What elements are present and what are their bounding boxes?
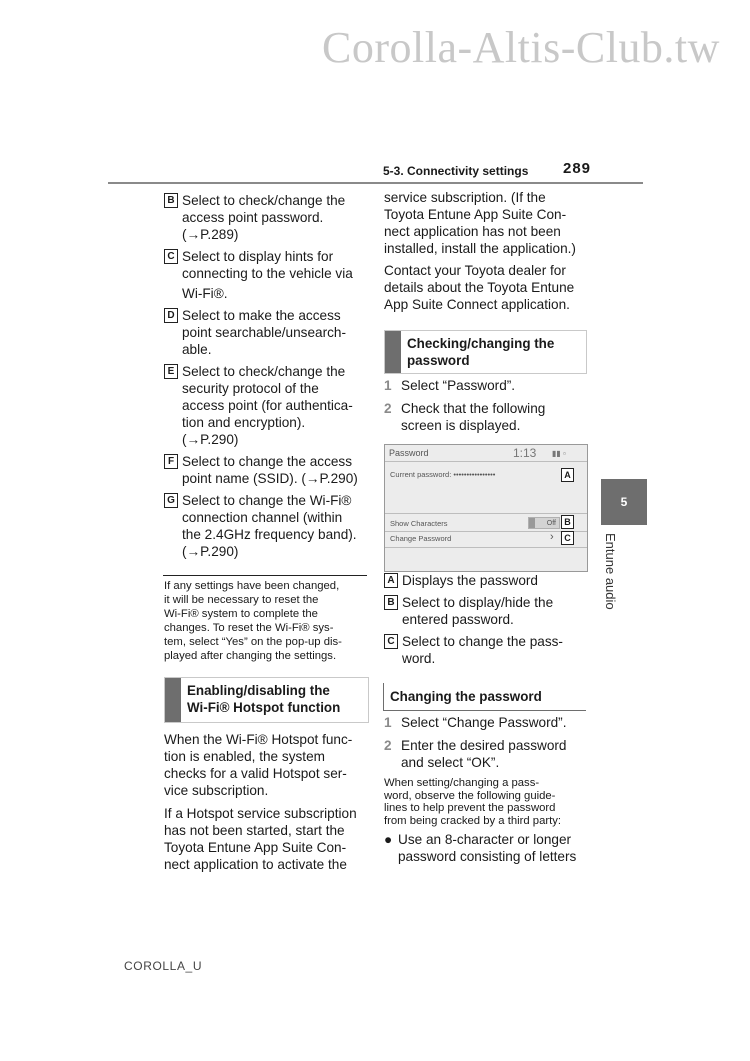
callout-f: F [164, 454, 178, 469]
screen-callout-b: B [561, 515, 574, 529]
step-1: 1 Select “Change Password”. [384, 715, 567, 730]
item-d [164, 307, 369, 358]
screen-title: Password [389, 448, 429, 458]
item-e-text: Select to check/change the security protocol of the access point (for authentica- tion and encryption). (→P.290) [182, 364, 353, 447]
step-number: 2 [384, 738, 392, 753]
item-c [164, 248, 369, 302]
item-g [164, 492, 369, 560]
item-d-text: Select to make the access point searchable/unsearch- able. [182, 308, 346, 357]
item-e [164, 363, 369, 448]
item-g-text: Select to change the Wi-Fi® connection channel (within the 2.4GHz frequency band). (→P.290) [182, 493, 357, 559]
screen-divider [385, 547, 587, 548]
current-password-label: Current password: •••••••••••••••• [390, 470, 496, 479]
screen-clock: 1:13 [513, 446, 537, 460]
callout-g: G [164, 493, 178, 508]
status-icons: ▮▮ ▫ [552, 449, 566, 458]
watermark: Corolla-Altis-Club.tw [322, 23, 720, 72]
step-2: 2 Enter the desired password and select “OK”. [384, 738, 567, 770]
callout-d: D [164, 308, 178, 323]
checking-steps [384, 377, 594, 434]
screen-item-b: B Select to display/hide the entered password. [384, 594, 594, 628]
step-2: 2 Check that the following screen is displayed. [384, 401, 546, 433]
screen-divider [385, 461, 587, 462]
step-number: 1 [384, 715, 392, 730]
section-title: 5-3. Connectivity settings [383, 164, 529, 178]
chapter-tab: 5 [601, 479, 647, 525]
right-paragraph-2: Contact your Toyota dealer for details about the Toyota Entune App Suite Connect application. [384, 263, 575, 312]
note-rule [163, 575, 367, 576]
hotspot-paragraph-1: When the Wi-Fi® Hotspot func- tion is enabled, the system checks for a valid Hotspot ser- vice subscription. [164, 732, 353, 798]
hotspot-paragraph-2: If a Hotspot service subscription has not been started, start the Toyota Entune App Suite Con- nect application to activate the [164, 806, 357, 872]
screen-divider [385, 531, 587, 532]
bullet-icon: ● [384, 832, 393, 847]
show-characters-toggle: Off [528, 517, 560, 529]
screen-divider [385, 513, 587, 514]
chevron-right-icon: › [550, 531, 554, 543]
screen-callout-c: C [561, 531, 574, 545]
callout-c: C [164, 249, 178, 264]
left-items [164, 192, 369, 560]
item-b [164, 192, 369, 243]
checking-heading-text: Checking/changing the password [407, 336, 555, 368]
callout-e: E [164, 364, 178, 379]
screen-items [384, 572, 594, 667]
item-b-text: Select to check/change the access point password. (→P.289) [182, 193, 346, 242]
hotspot-heading [164, 677, 369, 723]
changing-heading: Changing the password [383, 683, 586, 711]
password-bullet: ● Use an 8-character or longer password consisting of letters [384, 832, 577, 864]
step-number: 2 [384, 401, 392, 416]
password-screen-illustration [384, 444, 588, 572]
right-paragraph-1: service subscription. (If the Toyota Entune App Suite Con- nect application has not been installed, install the application.) [384, 190, 576, 256]
hotspot-heading-text: Enabling/disabling the Wi-Fi® Hotspot function [187, 683, 341, 715]
guideline-note: When setting/changing a pass- word, observe the following guide- lines to help prevent the password from being cracked by a third party: [384, 777, 562, 827]
chapter-label: Entune audio [603, 533, 618, 610]
screen-item-c: C Select to change the pass- word. [384, 633, 594, 667]
step-1: 1 Select “Password”. [384, 378, 516, 393]
show-characters-row: Show Characters [390, 519, 448, 528]
screen-callout-a: A [561, 468, 574, 482]
change-password-row: Change Password [390, 534, 452, 543]
reset-note: If any settings have been changed, it will be necessary to reset the Wi-Fi® system to complete the changes. To reset the Wi-Fi® sys- tem, select “Yes” on the pop-up dis- played after changing the settings. [164, 580, 342, 662]
heading-bar [385, 331, 401, 373]
toggle-knob [529, 518, 535, 528]
item-c-text: Select to display hints for connecting to the vehicle via Wi-Fi®. [182, 249, 353, 301]
screen-item-a: A Displays the password [384, 572, 594, 589]
heading-bar [165, 678, 181, 722]
callout-c: C [384, 634, 398, 649]
page-number: 289 [563, 160, 592, 177]
footer-code: COROLLA_U [124, 959, 203, 973]
item-f [164, 453, 369, 487]
item-f-text: Select to change the access point name (SSID). (→P.290) [182, 454, 358, 486]
header-rule [108, 182, 643, 184]
callout-b: B [164, 193, 178, 208]
changing-steps [384, 714, 594, 771]
step-number: 1 [384, 378, 392, 393]
callout-a: A [384, 573, 398, 588]
checking-heading [384, 330, 587, 374]
callout-b: B [384, 595, 398, 610]
